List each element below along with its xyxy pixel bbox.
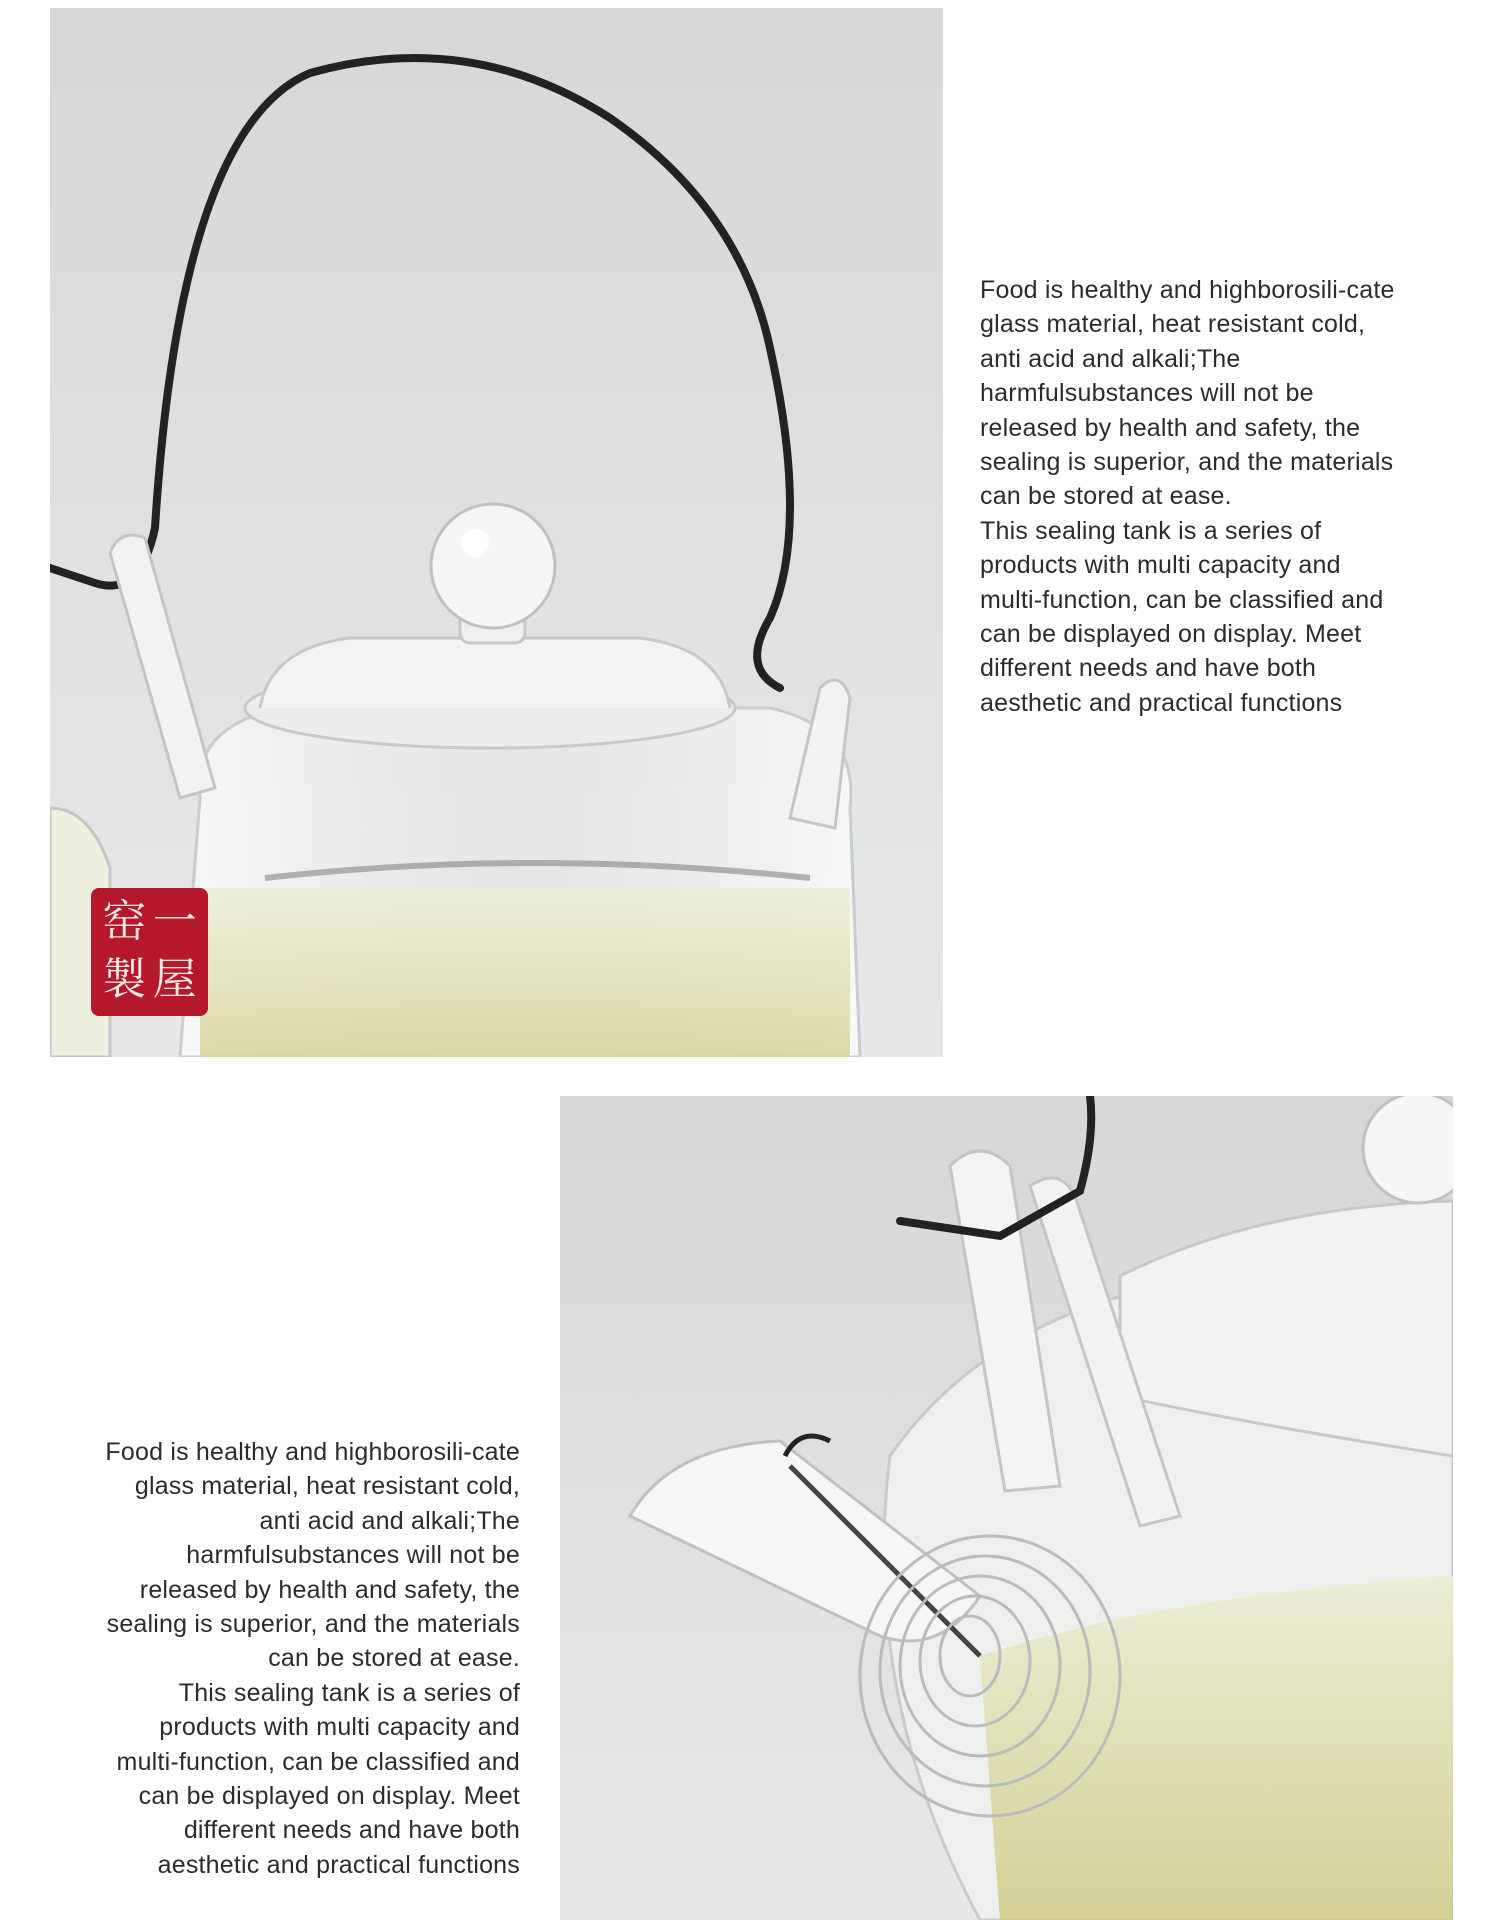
teapot-illustration-bottom	[560, 1096, 1453, 1920]
seal-char: 一	[152, 896, 197, 947]
description-paragraph: Food is healthy and highborosili-cate glass material, heat resistant cold, anti acid and alkali;The harmfulsubstances will not be released by health and safety, the sealing is superior, and the materials can be stored at ease.	[980, 276, 1395, 511]
product-description-bottom	[100, 1435, 520, 1882]
product-description-top	[980, 273, 1410, 720]
description-paragraph: This sealing tank is a series of products with multi capacity and multi-function, can be classified and can be displayed on display. Meet different needs and have both aesthetic and practical functions	[116, 1678, 520, 1879]
teapot-photo-bottom	[560, 1096, 1453, 1920]
description-paragraph: This sealing tank is a series of products with multi capacity and multi-function, can be classified and can be displayed on display. Meet different needs and have both aesthetic and practical functions	[980, 516, 1384, 717]
brand-seal-stamp	[91, 888, 208, 1016]
seal-char: 窑	[102, 896, 147, 947]
seal-char: 屋	[152, 954, 197, 1005]
seal-char: 製	[102, 954, 147, 1005]
description-paragraph: Food is healthy and highborosili-cate glass material, heat resistant cold, anti acid and alkali;The harmfulsubstances will not be released by health and safety, the sealing is superior, and the materials can be stored at ease.	[105, 1438, 520, 1673]
